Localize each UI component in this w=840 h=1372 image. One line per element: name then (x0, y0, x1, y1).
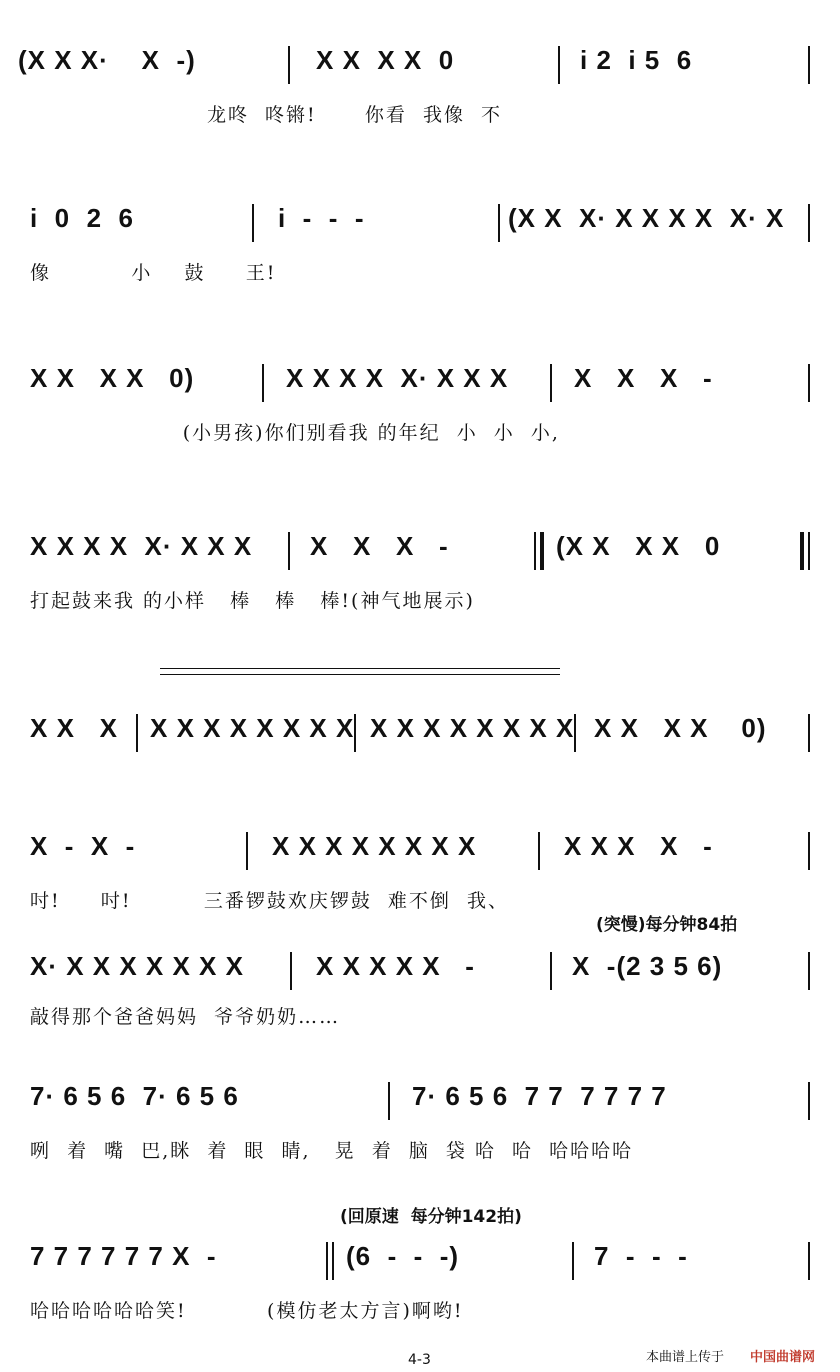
repeat-end-barline (800, 532, 804, 570)
lyric-line-4: 打起鼓来我 的小样 棒 棒 棒!(神气地展示) (30, 590, 475, 612)
notes-measure-2: X X X X X X X X (150, 713, 355, 743)
notes-measure-3: (X X X X 0 (556, 531, 721, 561)
barline (808, 952, 810, 990)
barline (808, 364, 810, 402)
score-line-2 (0, 198, 840, 284)
notes-measure-1: X X X X 0) (30, 363, 195, 393)
barline (550, 952, 552, 990)
barline (538, 832, 540, 870)
score-line-9 (0, 1207, 840, 1322)
notes-measure-3: (X X X· X X X X X· X (508, 203, 785, 233)
lyric-line-2: 像 小 鼓 王! (30, 262, 277, 284)
notes-measure-2: X X X X X - (316, 951, 475, 981)
barline (288, 46, 290, 84)
notes-measure-1: 7 7 7 7 7 7 X - (30, 1241, 217, 1271)
notes-measure-1: X X X (30, 713, 118, 743)
barline (246, 832, 248, 870)
barline (262, 364, 264, 402)
barline (558, 46, 560, 84)
score-line-5 (0, 708, 840, 768)
notes-measure-3: X X X - (574, 363, 713, 393)
score-line-1 (0, 40, 840, 126)
notes-measure-2: i - - - (278, 203, 365, 233)
barline (326, 1242, 328, 1280)
repeat-start-barline (534, 532, 536, 570)
repeat-end-barline-thin (808, 532, 810, 570)
barline (136, 714, 138, 752)
barline (574, 714, 576, 752)
barline (808, 1242, 810, 1280)
barline (354, 714, 356, 752)
repeat-start-barline-thick (540, 532, 544, 570)
barline (808, 832, 810, 870)
group-line (160, 668, 560, 669)
notes-measure-3: X -(2 3 5 6) (572, 951, 723, 981)
barline (332, 1242, 334, 1280)
page-number: 4-3 (408, 1352, 431, 1368)
lyric-line-7: 敲得那个爸爸妈妈 爷爷奶奶…… (30, 1006, 341, 1028)
score-line-8 (0, 1076, 840, 1162)
barline (498, 204, 500, 242)
notes-measure-2: 7· 6 5 6 7 7 7 7 7 7 (412, 1081, 667, 1111)
barline (808, 46, 810, 84)
notes-measure-1: X· X X X X X X X (30, 951, 244, 981)
lyric-line-9: 哈哈哈哈哈哈笑! (模仿老太方言)啊哟! (30, 1300, 464, 1322)
barline (288, 532, 290, 570)
barline (550, 364, 552, 402)
notes-measure-1: X - X - (30, 831, 136, 861)
notes-measure-1: 7· 6 5 6 7· 6 5 6 (30, 1081, 239, 1111)
notes-measure-2: X X X - (310, 531, 449, 561)
score-line-4 (0, 526, 840, 612)
barline (290, 952, 292, 990)
lyric-line-6: 吋! 吋! 三番锣鼓欢庆锣鼓 难不倒 我、 (30, 890, 509, 912)
barline (388, 1082, 390, 1120)
site-logo-text: 中国曲谱网 (750, 1350, 816, 1365)
notes-measure-2: (6 - - -) (346, 1241, 460, 1271)
tempo-marking: (突慢)每分钟84拍 (596, 915, 738, 935)
lyric-line-8: 咧 着 嘴 巴,眯 着 眼 睛, 晃 着 脑 袋 哈 哈 哈哈哈哈 (30, 1140, 634, 1162)
barline (572, 1242, 574, 1280)
score-line-6 (0, 826, 840, 912)
notes-measure-2: X X X X X· X X X (286, 363, 509, 393)
lyric-line-3: (小男孩)你们别看我 的年纪 小 小 小, (30, 422, 560, 444)
notes-measure-4: X X X X 0) (594, 713, 767, 743)
score-line-7 (0, 915, 840, 1028)
notes-measure-2: X X X X 0 (316, 45, 455, 75)
score-line-3 (0, 358, 840, 444)
upload-credit: 本曲谱上传于 (646, 1350, 725, 1365)
notes-measure-1: X X X X X· X X X (30, 531, 253, 561)
notes-measure-3: i 2 i 5 6 (580, 45, 693, 75)
barline (808, 204, 810, 242)
tempo-marking: (回原速 每分钟142拍) (340, 1207, 522, 1227)
notes-measure-2: X X X X X X X X (272, 831, 477, 861)
notes-measure-1: (X X X· X -) (18, 45, 196, 75)
notes-measure-3: X X X X - (564, 831, 713, 861)
barline (808, 1082, 810, 1120)
group-line (160, 674, 560, 675)
barline (808, 714, 810, 752)
lyric-line-1: 龙咚 咚锵! 你看 我像 不 (14, 104, 503, 126)
notes-measure-3: 7 - - - (594, 1241, 688, 1271)
notes-measure-3: X X X X X X X X (370, 713, 575, 743)
notes-measure-1: i 0 2 6 (30, 203, 134, 233)
barline (252, 204, 254, 242)
